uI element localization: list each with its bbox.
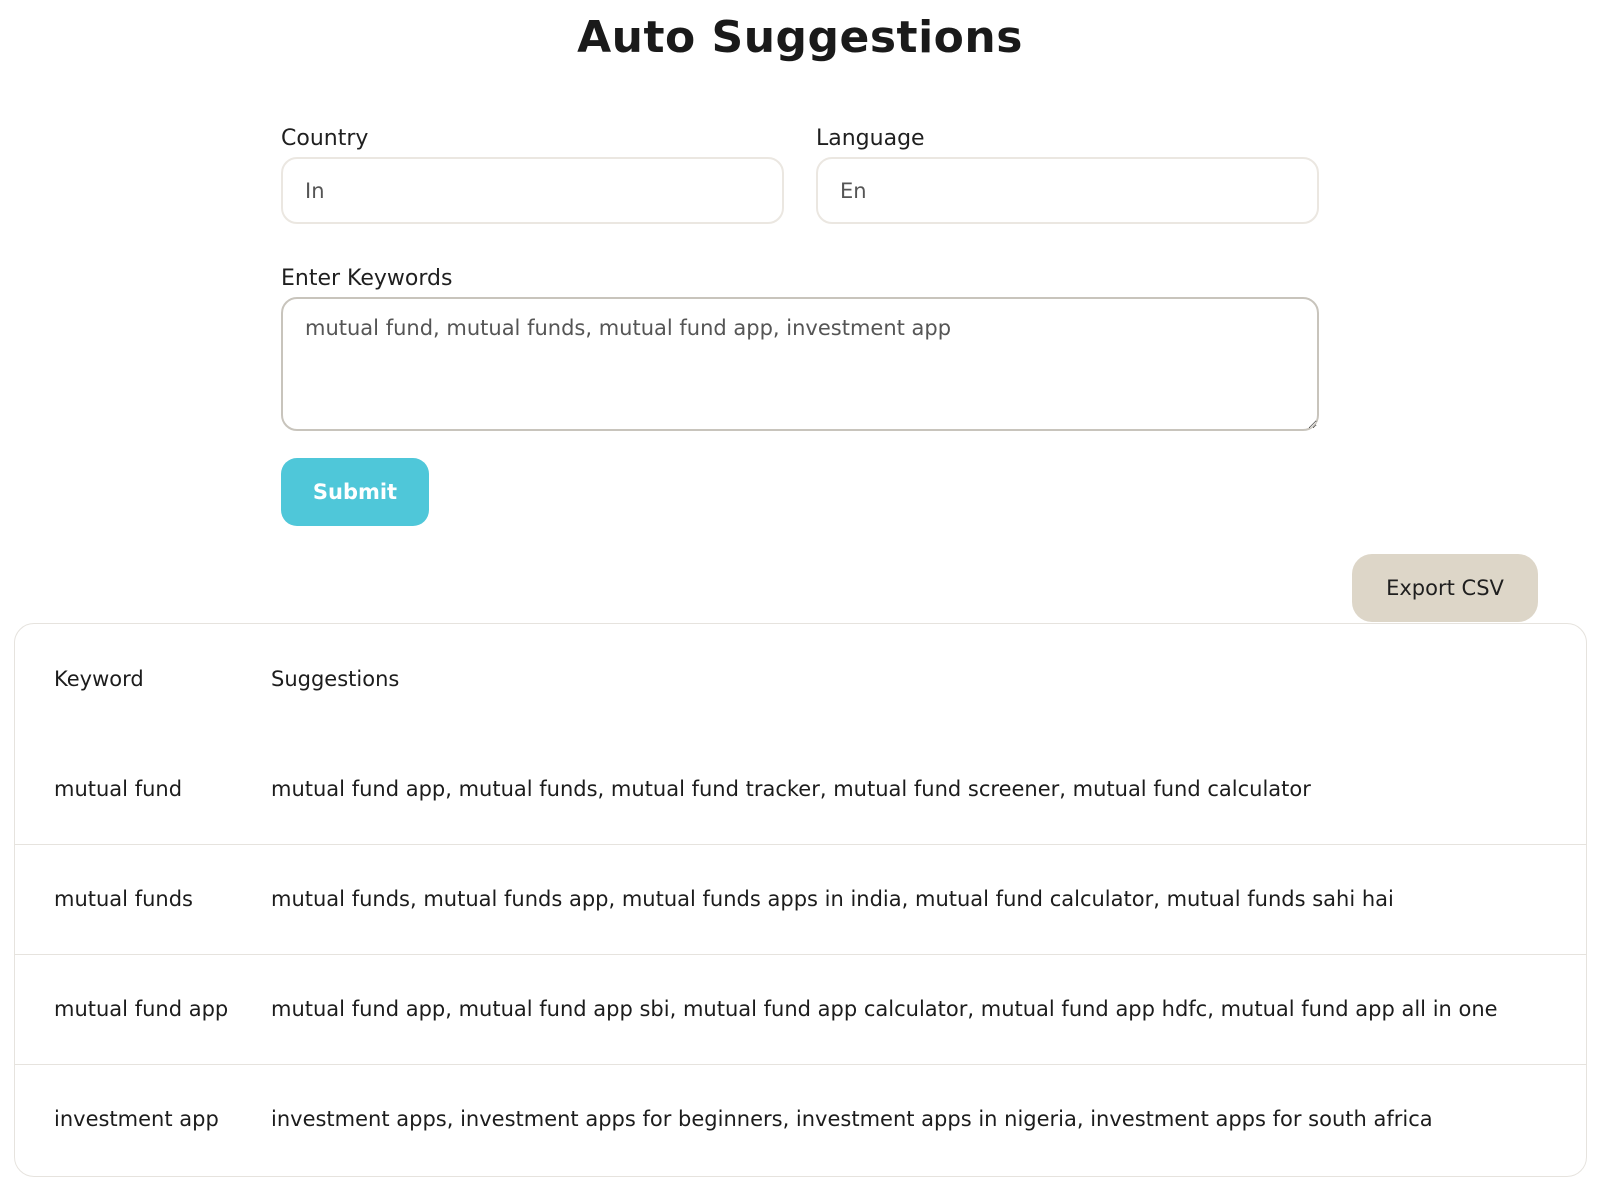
keywords-label: Enter Keywords: [281, 266, 453, 291]
language-input[interactable]: [816, 157, 1319, 224]
table-header-row: [15, 624, 1586, 734]
table-row: [15, 954, 1586, 1064]
results-table: [15, 624, 1586, 1174]
country-input[interactable]: [281, 157, 784, 224]
row-keyword: mutual funds: [15, 844, 271, 954]
submit-button[interactable]: Submit: [281, 458, 429, 526]
language-label: Language: [816, 126, 925, 151]
row-suggestions: investment apps, investment apps for beginners, investment apps in nigeria, investment apps for south africa: [271, 1064, 1586, 1174]
table-row: [15, 1064, 1586, 1174]
row-suggestions: mutual funds, mutual funds app, mutual funds apps in india, mutual fund calculator, mutual funds sahi hai: [271, 844, 1586, 954]
country-label: Country: [281, 126, 369, 151]
row-keyword: mutual fund: [54, 776, 183, 801]
keywords-textarea[interactable]: [281, 297, 1319, 431]
row-keyword: mutual fund app: [15, 954, 271, 1064]
header-keyword: Keyword: [54, 667, 144, 691]
row-suggestions: mutual fund app, mutual funds, mutual fund tracker, mutual fund screener, mutual fund calculator: [271, 776, 1311, 801]
page-title: Auto Suggestions: [577, 12, 1023, 63]
row-suggestions: mutual fund app, mutual fund app sbi, mutual fund app calculator, mutual fund app hdfc, mutual fund app all in one: [271, 954, 1586, 1064]
table-row: [15, 734, 1586, 844]
export-csv-button[interactable]: Export CSV: [1352, 554, 1538, 622]
results-table-card: [14, 623, 1587, 1177]
row-keyword: investment app: [15, 1064, 271, 1174]
header-suggestions: Suggestions: [271, 667, 400, 691]
table-row: [15, 844, 1586, 954]
